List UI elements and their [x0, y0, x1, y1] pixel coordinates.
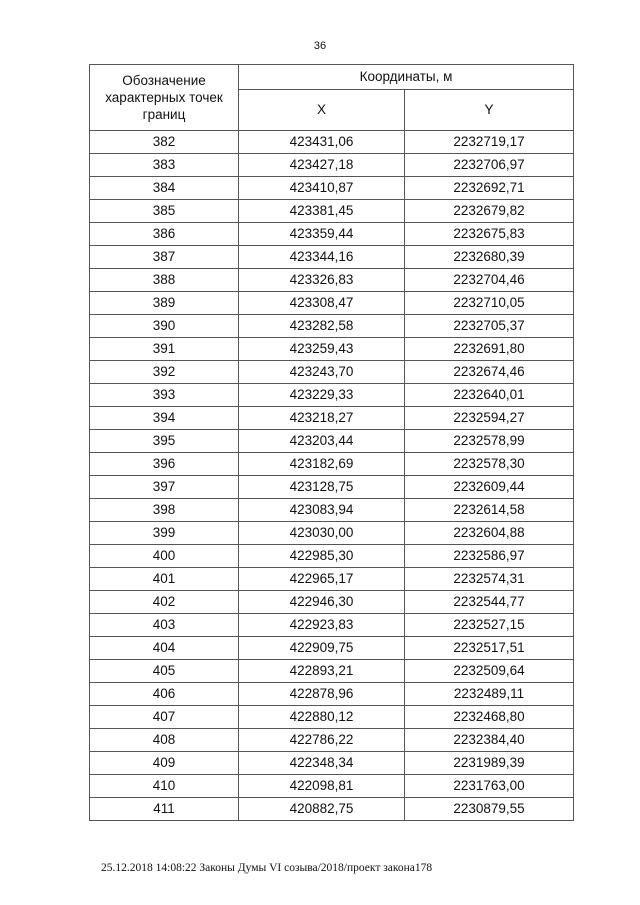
table-row — [90, 177, 574, 200]
coord-y: 2232640,01 — [405, 384, 574, 407]
table-row — [90, 361, 574, 384]
point-number: 409 — [90, 752, 239, 775]
table-row — [90, 384, 574, 407]
coordinates-table — [89, 64, 574, 821]
header-coordinates: Координаты, м — [239, 65, 574, 90]
coord-y: 2232614,58 — [405, 499, 574, 522]
point-number: 404 — [90, 637, 239, 660]
coord-x: 422923,83 — [239, 614, 405, 637]
coord-x: 423427,18 — [239, 154, 405, 177]
table-row — [90, 591, 574, 614]
coordinates-table-body — [90, 65, 574, 821]
coord-x: 423381,45 — [239, 200, 405, 223]
coord-y: 2232675,83 — [405, 223, 574, 246]
header-point-designation: Обозначение характерных точек границ — [90, 65, 239, 131]
coord-x: 423229,33 — [239, 384, 405, 407]
point-number: 394 — [90, 407, 239, 430]
table-row — [90, 775, 574, 798]
coord-y: 2232544,77 — [405, 591, 574, 614]
table-row — [90, 407, 574, 430]
coord-x: 423431,06 — [239, 131, 405, 154]
table-row — [90, 545, 574, 568]
table-row — [90, 246, 574, 269]
coord-y: 2232527,15 — [405, 614, 574, 637]
point-number: 391 — [90, 338, 239, 361]
point-number: 406 — [90, 683, 239, 706]
coord-y: 2230879,55 — [405, 798, 574, 821]
table-row — [90, 453, 574, 476]
coord-y: 2232692,71 — [405, 177, 574, 200]
coord-y: 2232586,97 — [405, 545, 574, 568]
point-number: 402 — [90, 591, 239, 614]
coord-y: 2232609,44 — [405, 476, 574, 499]
coord-x: 423282,58 — [239, 315, 405, 338]
table-row — [90, 706, 574, 729]
table-row — [90, 315, 574, 338]
coord-x: 423083,94 — [239, 499, 405, 522]
table-row — [90, 798, 574, 821]
coord-y: 2232679,82 — [405, 200, 574, 223]
point-number: 388 — [90, 269, 239, 292]
coord-y: 2232719,17 — [405, 131, 574, 154]
coord-x: 420882,75 — [239, 798, 405, 821]
coord-y: 2232578,99 — [405, 430, 574, 453]
point-number: 385 — [90, 200, 239, 223]
table-row — [90, 637, 574, 660]
coord-y: 2232710,05 — [405, 292, 574, 315]
table-row — [90, 476, 574, 499]
table-row — [90, 292, 574, 315]
coord-y: 2232489,11 — [405, 683, 574, 706]
point-number: 410 — [90, 775, 239, 798]
table-row — [90, 223, 574, 246]
point-number: 386 — [90, 223, 239, 246]
point-number: 407 — [90, 706, 239, 729]
coord-y: 2231989,39 — [405, 752, 574, 775]
coord-x: 423308,47 — [239, 292, 405, 315]
point-number: 397 — [90, 476, 239, 499]
point-number: 411 — [90, 798, 239, 821]
table-row — [90, 729, 574, 752]
point-number: 389 — [90, 292, 239, 315]
table-row — [90, 154, 574, 177]
coord-y: 2232574,31 — [405, 568, 574, 591]
point-number: 383 — [90, 154, 239, 177]
coord-x: 423326,83 — [239, 269, 405, 292]
coord-x: 423259,43 — [239, 338, 405, 361]
coord-x: 423410,87 — [239, 177, 405, 200]
coord-y: 2232706,97 — [405, 154, 574, 177]
coord-x: 422098,81 — [239, 775, 405, 798]
table-row — [90, 131, 574, 154]
header-y: Y — [405, 90, 574, 131]
coord-y: 2232509,64 — [405, 660, 574, 683]
coord-y: 2232594,27 — [405, 407, 574, 430]
coord-x: 422985,30 — [239, 545, 405, 568]
coord-y: 2232517,51 — [405, 637, 574, 660]
coord-x: 422786,22 — [239, 729, 405, 752]
coord-x: 422893,21 — [239, 660, 405, 683]
coord-y: 2232691,80 — [405, 338, 574, 361]
coord-y: 2232705,37 — [405, 315, 574, 338]
table-row — [90, 752, 574, 775]
coord-y: 2231763,00 — [405, 775, 574, 798]
coord-y: 2232680,39 — [405, 246, 574, 269]
point-number: 399 — [90, 522, 239, 545]
coord-x: 422946,30 — [239, 591, 405, 614]
table-row — [90, 269, 574, 292]
point-number: 390 — [90, 315, 239, 338]
point-number: 384 — [90, 177, 239, 200]
point-number: 396 — [90, 453, 239, 476]
point-number: 398 — [90, 499, 239, 522]
coord-x: 423218,27 — [239, 407, 405, 430]
coord-y: 2232468,80 — [405, 706, 574, 729]
point-number: 395 — [90, 430, 239, 453]
point-number: 382 — [90, 131, 239, 154]
coord-x: 423359,44 — [239, 223, 405, 246]
table-row — [90, 499, 574, 522]
coord-x: 422965,17 — [239, 568, 405, 591]
coord-x: 422878,96 — [239, 683, 405, 706]
point-number: 392 — [90, 361, 239, 384]
coord-y: 2232704,46 — [405, 269, 574, 292]
point-number: 403 — [90, 614, 239, 637]
coord-x: 422880,12 — [239, 706, 405, 729]
coord-x: 423030,00 — [239, 522, 405, 545]
coord-y: 2232604,88 — [405, 522, 574, 545]
coord-y: 2232578,30 — [405, 453, 574, 476]
coord-x: 423203,44 — [239, 430, 405, 453]
table-row — [90, 568, 574, 591]
coord-y: 2232384,40 — [405, 729, 574, 752]
point-number: 408 — [90, 729, 239, 752]
table-row — [90, 430, 574, 453]
table-row — [90, 200, 574, 223]
table-row — [90, 660, 574, 683]
header-x: X — [239, 90, 405, 131]
coord-y: 2232674,46 — [405, 361, 574, 384]
coord-x: 423243,70 — [239, 361, 405, 384]
point-number: 400 — [90, 545, 239, 568]
table-row — [90, 614, 574, 637]
table-row — [90, 338, 574, 361]
coord-x: 423344,16 — [239, 246, 405, 269]
page-number: 36 — [313, 40, 327, 52]
point-number: 387 — [90, 246, 239, 269]
table-row — [90, 522, 574, 545]
coord-x: 422348,34 — [239, 752, 405, 775]
coord-x: 423182,69 — [239, 453, 405, 476]
table-row — [90, 683, 574, 706]
point-number: 401 — [90, 568, 239, 591]
point-number: 405 — [90, 660, 239, 683]
footer-stamp: 25.12.2018 14:08:22 Законы Думы VI созыва/2018/проект закона178 — [101, 862, 433, 874]
coord-x: 423128,75 — [239, 476, 405, 499]
coord-x: 422909,75 — [239, 637, 405, 660]
table-header-row — [90, 65, 574, 90]
point-number: 393 — [90, 384, 239, 407]
